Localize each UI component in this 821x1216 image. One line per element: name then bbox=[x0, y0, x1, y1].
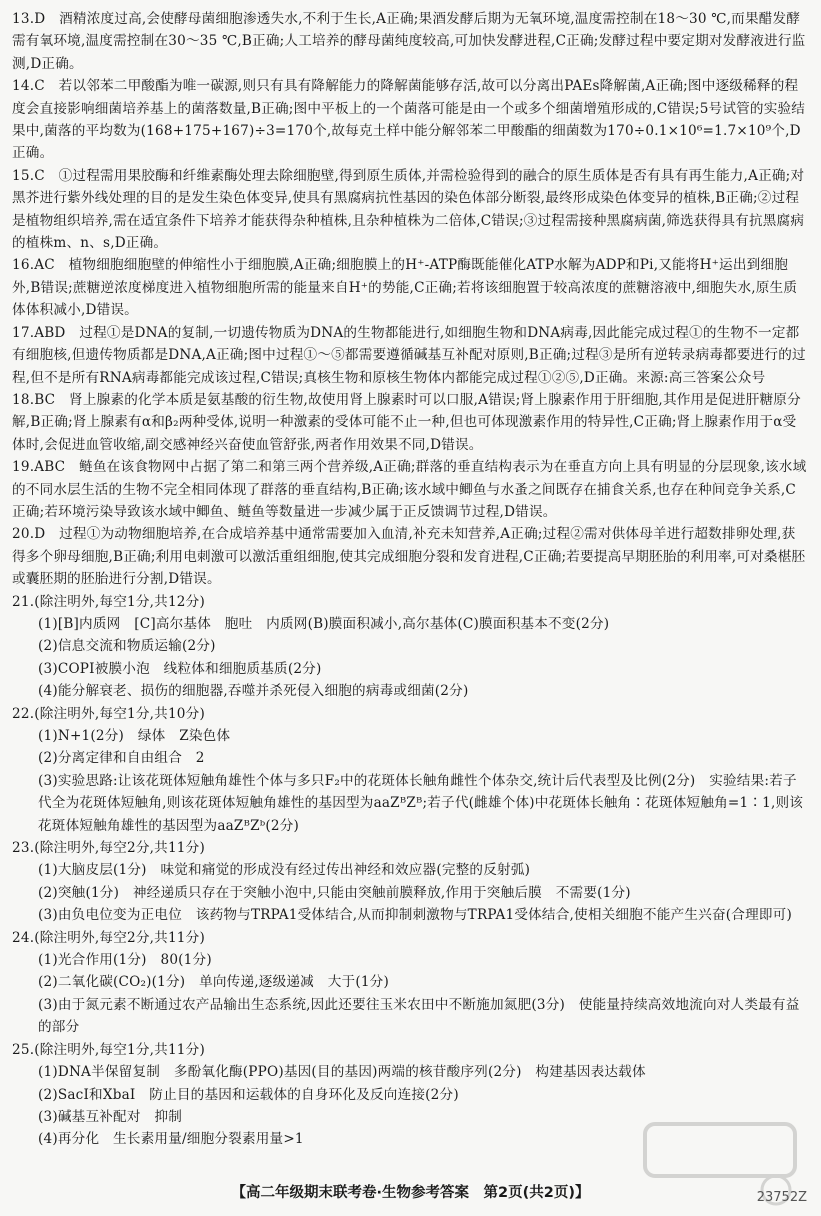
answer-16: 16.AC 植物细胞细胞壁的伸缩性小于细胞膜,A正确;细胞膜上的H⁺-ATP酶既能催化ATP水解为ADP和Pi,又能将H⁺运出到细胞外,B错误;蔗糖逆浓度梯度进入植物细胞所需的能量来自H⁺的势能,C正确;若将该细胞置于较高浓度的蔗糖溶液中,细胞失水,原生质体体积减小,D错误。 bbox=[12, 257, 798, 319]
answer-25-line-4: (4)再分化 生长素用量/细胞分裂素用量>1 bbox=[38, 1131, 304, 1148]
answer-25-line-1: (1)DNA半保留复制 多酚氧化酶(PPO)基因(目的基因)两端的核苷酸序列(2分) 构建基因表达载体 bbox=[38, 1064, 646, 1081]
answer-21-line-4: (4)能分解衰老、损伤的细胞器,吞噬并杀死侵入细胞的病毒或细菌(2分) bbox=[38, 683, 469, 700]
answer-21-line-3: (3)COPⅠ被膜小泡 线粒体和细胞质基质(2分) bbox=[38, 660, 322, 677]
answer-23-line-2: (2)突触(1分) 神经递质只存在于突触小泡中,只能由突触前膜释放,作用于突触后膜 不需要(1分) bbox=[38, 884, 631, 901]
answer-13: 13.D 酒精浓度过高,会使酵母菌细胞渗透失水,不利于生长,A正确;果酒发酵后期为无氧环境,温度需控制在18～30 ℃,而果醋发酵需有氧环境,温度需控制在30～35 ℃,B正确;人工培养的酵母菌纯度较高,可加快发酵进程,C正确;发酵过程中要定期对发酵液进行监测,D正确。 bbox=[12, 11, 806, 72]
answer-22-line-3: (3)实验思路:让该花斑体短触角雄性个体与多只F₂中的花斑体长触角雌性个体杂交,统计后代表型及比例(2分) 实验结果:若子代全为花斑体短触角,则该花斑体短触角雄性的基因型为aaZᴮZᴮ;若子代(雌雄个体)中花斑体长触角∶花斑体短触角=1∶1,则该花斑体短触角雄性的基因型为aaZᴮZᵇ(2分) bbox=[38, 772, 804, 834]
page-footer: 【高二年级期末联考卷·生物参考答案 第2页(共2页)】 bbox=[231, 1185, 590, 1201]
answer-21-line-2: (2)信息交流和物质运输(2分) bbox=[38, 638, 216, 655]
answer-23-line-3: (3)由负电位变为正电位 该药物与TRPA1受体结合,从而抑制刺激物与TRPA1受体结合,使相关细胞不能产生兴奋(合理即可) bbox=[38, 907, 792, 924]
answer-25-line-2: (2)SacⅠ和XbaⅠ 防止目的基因和运载体的自身环化及反向连接(2分) bbox=[38, 1086, 459, 1103]
answer-25-line-3: (3)碱基互补配对 抑制 bbox=[38, 1108, 182, 1125]
answer-25-header: 25.(除注明外,每空1分,共11分) bbox=[12, 1041, 205, 1058]
paper-code: 23752Z bbox=[756, 1190, 807, 1205]
answer-17: 17.ABD 过程①是DNA的复制,一切遗传物质为DNA的生物都能进行,如细胞生物和DNA病毒,因此能完成过程①的生物不一定都有细胞核,但遗传物质都是DNA,A正确;图中过程①～⑤都需要遵循碱基互补配对原则,B正确;过程③是所有逆转录病毒都要进行的过程,但不是所有RNA病毒都能完成该过程,C错误;真核生物和原核生物体内都能完成过程①②⑤,D正确。来源:高三答案公众号 bbox=[12, 324, 806, 386]
answer-20: 20.D 过程①为动物细胞培养,在合成培养基中通常需要加入血清,补充未知营养,A正确;过程②需对供体母羊进行超数排卵处理,获得多个卵母细胞,B正确;利用电刺激可以激活重组细胞,使其完成细胞分裂和发育进程,C正确;若要提高早期胚胎的利用率,可对桑椹胚或囊胚期的胚胎进行分割,D错误。 bbox=[12, 526, 806, 588]
answer-15: 15.C ①过程需用果胶酶和纤维素酶处理去除细胞壁,得到原生质体,并需检验得到的融合的原生质体是否有具有再生能力,A正确;对黑芥进行紫外线处理的目的是发生染色体变异,使具有黑腐病抗性基因的染色体部分断裂,最终形成染色体变异的植株,B正确;②过程是植物组织培养,需在适宜条件下培养才能获得杂种植株,且杂种植株为二倍体,C错误;③过程需接种黑腐病菌,筛选获得具有抗黑腐病的植株m、n、s,D正确。 bbox=[12, 167, 805, 252]
answer-content bbox=[12, 8, 809, 1151]
answer-22-header: 22.(除注明外,每空1分,共10分) bbox=[12, 705, 205, 722]
answer-22-line-1: (1)N+1(2分) 绿体 Z染色体 bbox=[38, 728, 231, 744]
answer-24-line-2: (2)二氧化碳(CO₂)(1分) 单向传递,逐级递减 大于(1分) bbox=[38, 974, 389, 991]
answer-23-header: 23.(除注明外,每空2分,共11分) bbox=[12, 840, 205, 857]
answer-22-line-2: (2)分离定律和自由组合 2 bbox=[38, 750, 205, 767]
answer-24-line-3: (3)由于氮元素不断通过农产品输出生态系统,因此还要往玉米农田中不断施加氮肥(3分) 使能量持续高效地流向对人类最有益的部分 bbox=[38, 996, 800, 1036]
answer-24-line-1: (1)光合作用(1分) 80(1分) bbox=[38, 952, 212, 969]
answer-18: 18.BC 肾上腺素的化学本质是氨基酸的衍生物,故使用肾上腺素时可以口服,A错误;肾上腺素作用于肝细胞,其作用是促进肝糖原分解,B正确;肾上腺素有α和β₂两种受体,说明一种激素的受体可能不止一种,但也可体现激素作用的特异性,C正确;肾上腺素作用于α受体时,会促进血管收缩,副交感神经兴奋使血管舒张,两者作用效果不同,D错误。 bbox=[12, 391, 801, 453]
answer-19: 19.ABC 鲢鱼在该食物网中占据了第二和第三两个营养级,A正确;群落的垂直结构表示为在垂直方向上具有明显的分层现象,该水域的不同水层生活的生物不完全相同体现了群落的垂直结构,B正确;该水域中鲫鱼与水蚤之间既存在捕食关系,也存在种间竞争关系,C正确;若环境污染导致该水域中鲫鱼、鲢鱼等数量进一步减少属于正反馈调节过程,D错误。 bbox=[12, 459, 807, 520]
answer-14: 14.C 若以邻苯二甲酸酯为唯一碳源,则只有具有降解能力的降解菌能够存活,故可以分离出PAEs降解菌,A正确;图中逐级稀释的程度会直接影响细菌培养基上的菌落数量,B正确;图中平板上的一个菌落可能是由一个或多个细菌增殖形成的,C错误;5号试管的实验结果中,菌落的平均数为(168+175+167)÷3=170个,故每克土样中能分解邻苯二甲酸酯的细菌数为170÷0.1×10⁶=1.7×10⁹个,D正确。 bbox=[12, 78, 806, 162]
answer-21-line-1: (1)[B]内质网 [C]高尔基体 胞吐 内质网(B)膜面积减小,高尔基体(C)膜面积基本不变(2分) bbox=[38, 615, 610, 632]
answer-23-line-1: (1)大脑皮层(1分) 味觉和痛觉的形成没有经过传出神经和效应器(完整的反射弧) bbox=[38, 862, 531, 879]
answer-24-header: 24.(除注明外,每空2分,共11分) bbox=[12, 929, 205, 946]
answer-21-header: 21.(除注明外,每空1分,共12分) bbox=[12, 593, 205, 610]
